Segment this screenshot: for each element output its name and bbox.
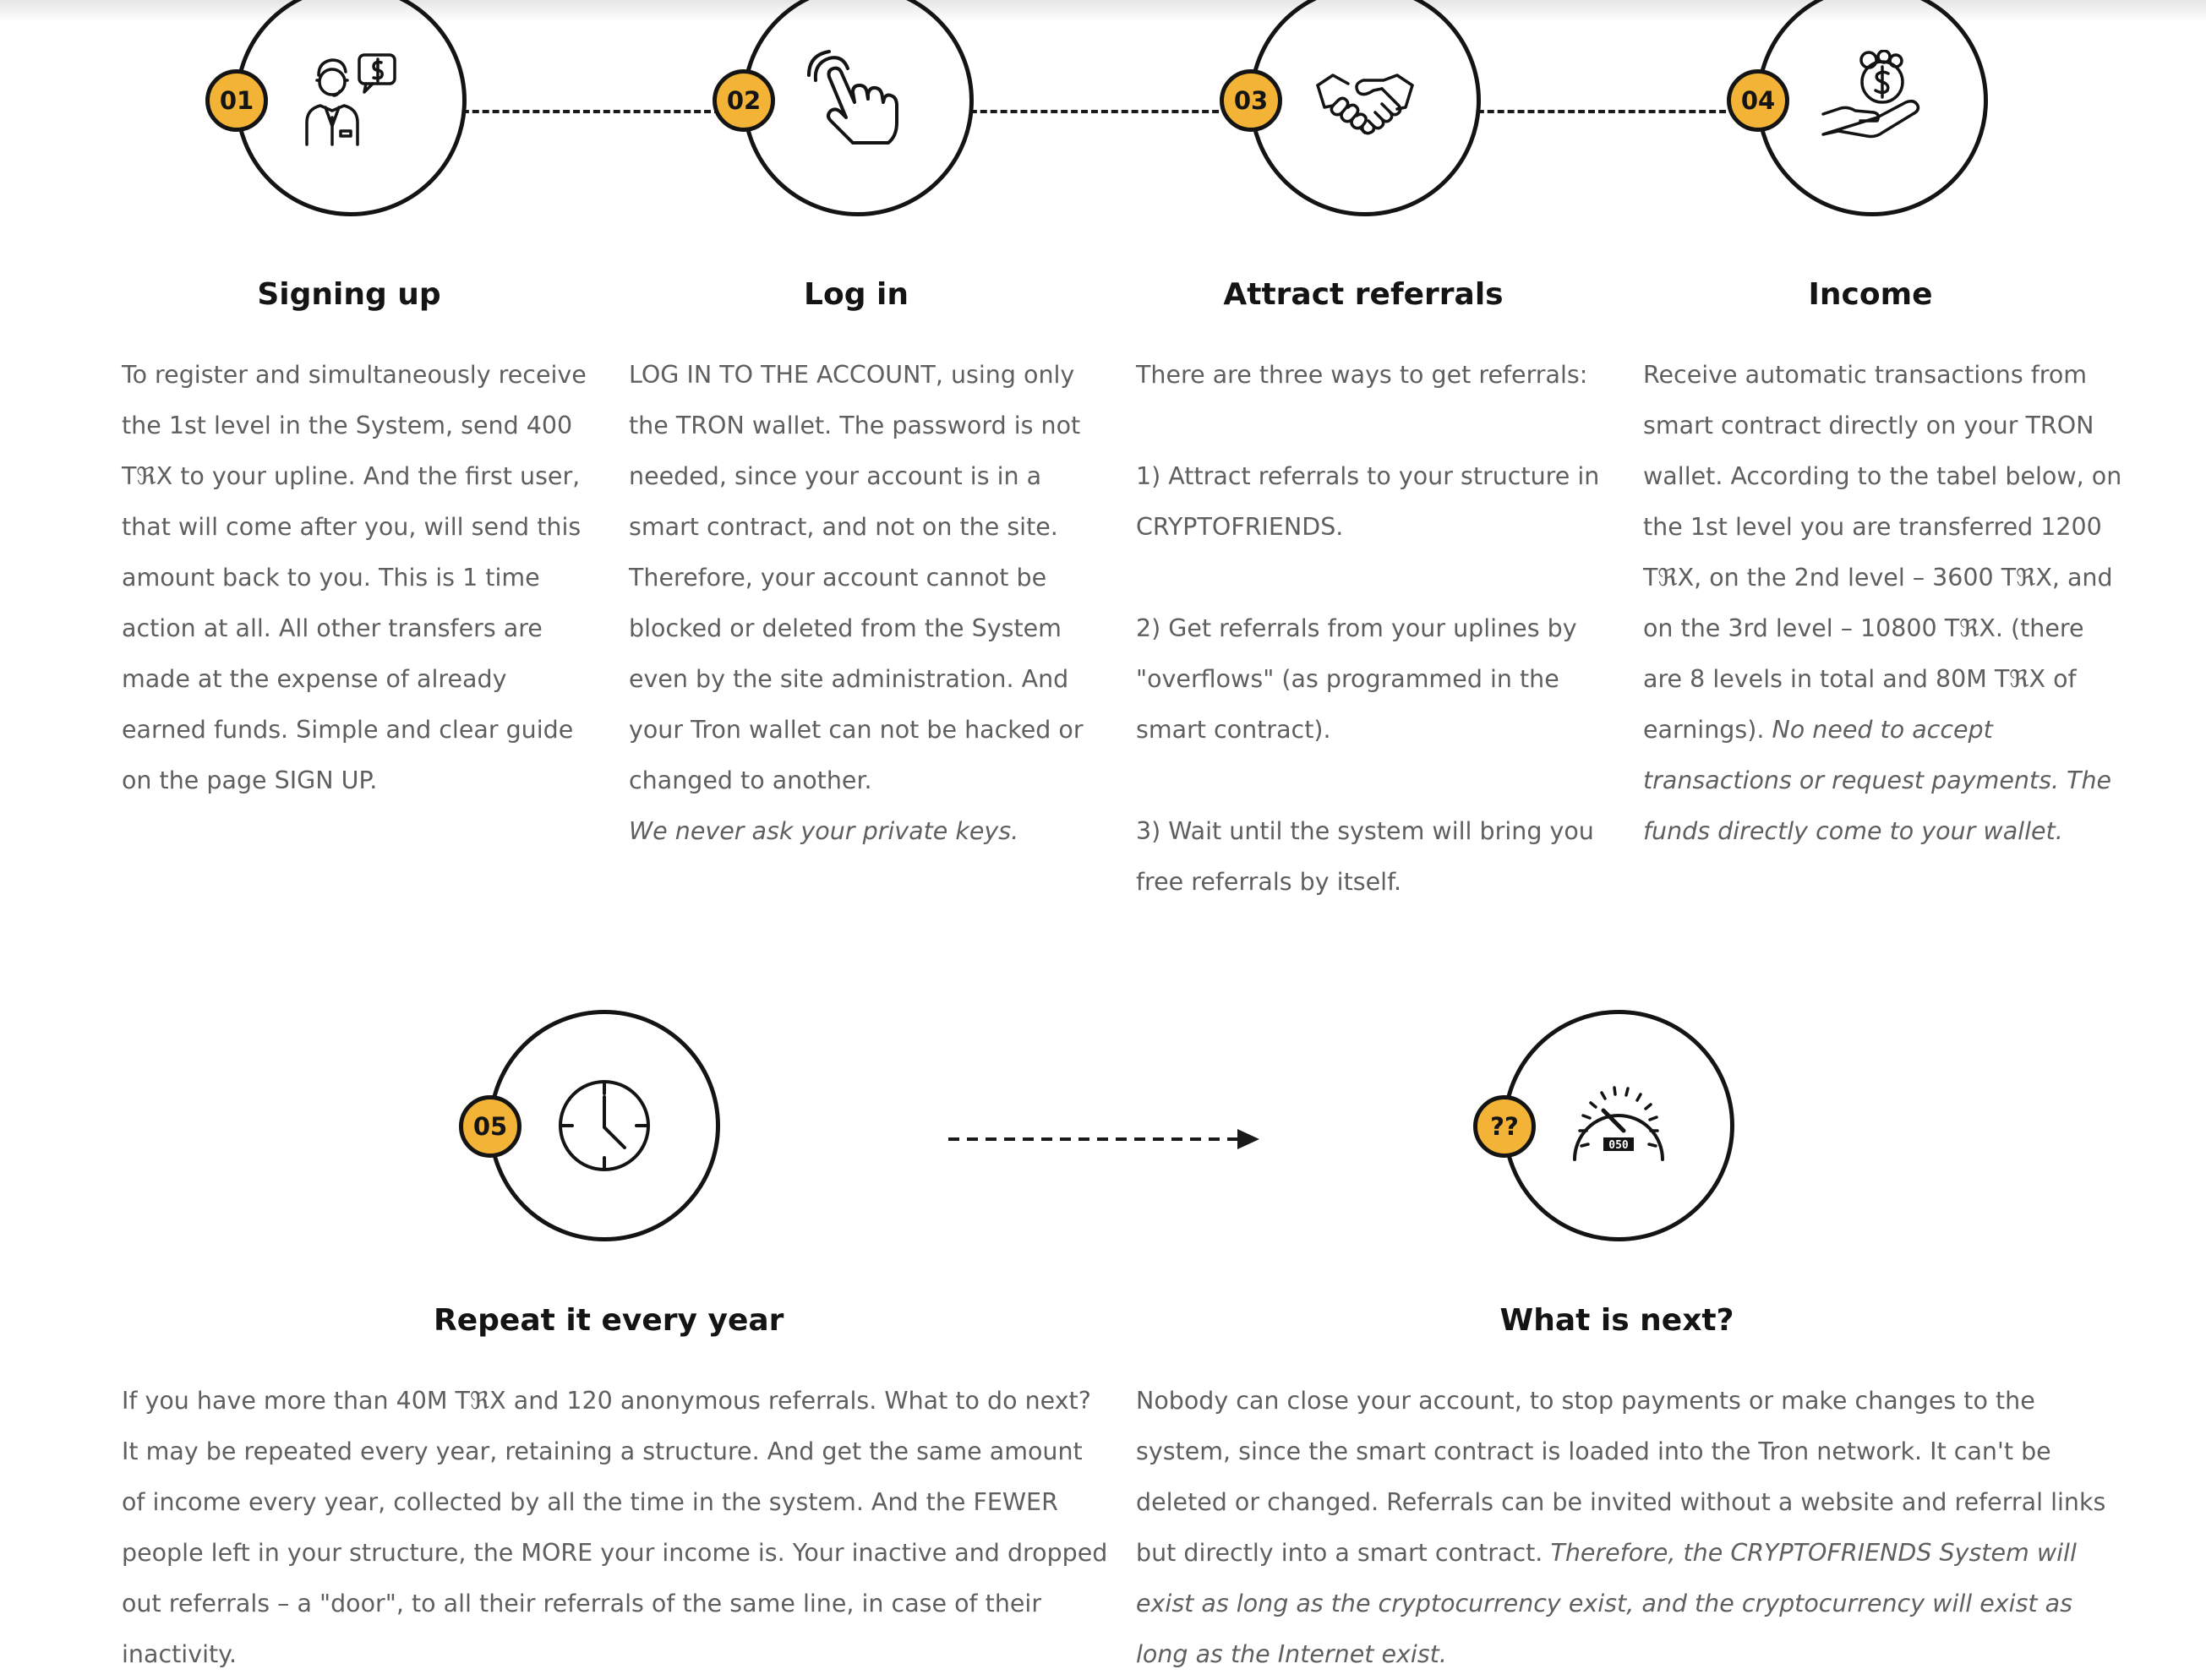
step-5-title: Repeat it every year <box>434 1303 784 1338</box>
tap-hand-icon <box>807 50 909 151</box>
step-1-text: To register and simultaneously receive the 1st level in the System, send 400 TℜX to your upline. And the first user, that will come after you, will send this amount back to you. This is 1 time action at all. All other transfers are made at the expense of already earned funds. Simple and clear guide on the page SIGN UP. <box>122 361 587 794</box>
support-agent-icon <box>300 50 401 151</box>
step-2-note: We never ask your private keys. <box>629 817 1019 845</box>
connector-line-2-3 <box>950 110 1229 113</box>
connector-line-1-2 <box>442 110 721 113</box>
step-3-circle <box>1249 0 1481 216</box>
step-2-text: LOG IN TO THE ACCOUNT, using only the TRON wallet. The password is not needed, since your account is in a smart contract, and not on the site. Therefore, your account cannot be blocked or deleted from the System even by the site administration. And your Tron wallet can not be hacked or changed to another. <box>629 361 1084 794</box>
step-next-note: Therefore, the CRYPTOFRIENDS System will exist as long as the cryptocurrency exist, and the cryptocurrency will exist as long as the Internet exist. <box>1136 1539 2077 1668</box>
step-1-description <box>122 350 595 806</box>
step-4-badge: 04 <box>1727 69 1789 132</box>
step-3-way-3: 3) Wait until the system will bring you free referrals by itself. <box>1136 817 1594 896</box>
clock-icon <box>554 1075 655 1176</box>
step-next-text <box>1136 1376 2125 1680</box>
top-shadow <box>0 0 2206 22</box>
step-5-description <box>122 1376 1111 1680</box>
step-3-way-1: 1) Attract referrals to your structure in CRYPTOFRIENDS. <box>1136 462 1600 541</box>
arrow-right-icon <box>947 1124 1268 1154</box>
step-1-badge: 01 <box>205 69 268 132</box>
step-5-text: If you have more than 40M TℜX and 120 anonymous referrals. What to do next? It may be repeated every year, retaining a structure. And get the same amount of income every year, collected by all the time in the system. And the FEWER people left in your structure, the MORE your income is. Your inactive and dropped out referrals – a "door", to all their referrals of the same line, in case of their inactivity. <box>122 1387 1108 1668</box>
step-next-circle <box>1503 1010 1734 1241</box>
step-2-circle <box>742 0 974 216</box>
speedometer-readout: 050 <box>1608 1139 1629 1152</box>
step-next-description <box>1136 1376 2125 1680</box>
step-2-badge: 02 <box>713 69 775 132</box>
step-next-text-main: Nobody can close your account, to stop payments or make changes to the system, since the smart contract is loaded into the Tron network. It can't be deleted or changed. Referrals can be invited without a website and referral links but directly into a smart contract. <box>1136 1387 2106 1567</box>
step-1-title: Signing up <box>257 277 441 312</box>
step-3-badge: 03 <box>1220 69 1282 132</box>
step-3-intro: There are three ways to get referrals: <box>1136 361 1588 389</box>
step-1-circle <box>235 0 467 216</box>
step-4-note: No need to accept transactions or request payments. The funds directly come to your wallet. <box>1643 716 2112 845</box>
step-next-title: What is next? <box>1499 1303 1734 1338</box>
step-next-badge: ?? <box>1473 1095 1536 1158</box>
step-2-description <box>629 350 1102 857</box>
step-3-description <box>1136 350 1609 908</box>
coin-hand-icon <box>1821 50 1923 151</box>
connector-line-3-4 <box>1457 110 1736 113</box>
step-3-title: Attract referrals <box>1223 277 1504 312</box>
step-4-description <box>1643 350 2125 857</box>
step-4-text-main: Receive automatic transactions from smart contract directly on your TRON wallet. According to the tabel below, on the 1st level you are transferred 1200 TℜX, on the 2nd level – 3600 TℜX, and on the 3rd level – 10800 TℜX. (there are 8 levels in total and 80M TℜX of earnings). <box>1643 361 2122 744</box>
step-4-circle <box>1756 0 1988 216</box>
step-4-text <box>1643 350 2125 857</box>
step-3-way-2: 2) Get referrals from your uplines by "overflows" (as programmed in the smart contract). <box>1136 614 1577 744</box>
handshake-icon <box>1314 50 1416 151</box>
step-5-circle <box>489 1010 720 1241</box>
step-5-badge: 05 <box>459 1095 521 1158</box>
speedometer-icon <box>1568 1075 1669 1176</box>
step-4-title: Income <box>1808 277 1933 312</box>
step-2-title: Log in <box>804 277 909 312</box>
